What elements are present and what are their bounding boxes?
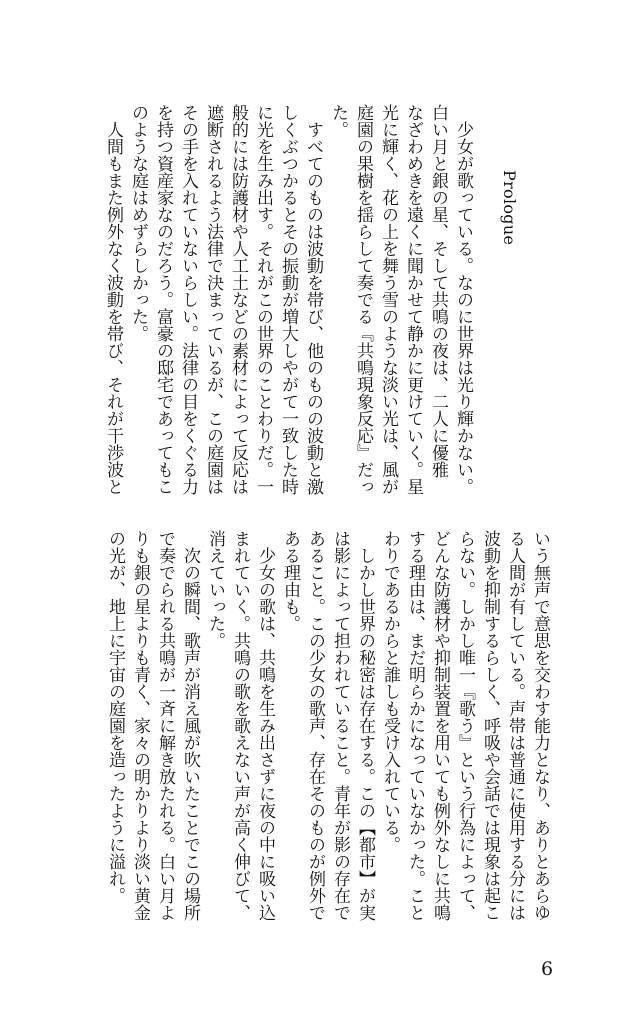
text-line: 般的には防護材や人工土などの素材によって反応は <box>228 104 248 495</box>
text-line: ある理由も。 <box>280 530 300 632</box>
text-line: わりであるからと誰しも受け入れている。 <box>380 530 400 853</box>
top-text-block <box>100 104 475 509</box>
text-line: 消えていった。 <box>205 530 225 649</box>
bottom-text-block <box>102 530 552 940</box>
text-line: 光に輝く、花の上を舞う雪のような淡い光は、風が <box>378 104 398 495</box>
text-line: た。 <box>328 104 348 138</box>
text-line: る人間が有している。声帯は普通に使用する分には <box>505 530 525 921</box>
text-line: を持つ資産家なのだろう。富豪の邸宅であってもこ <box>153 104 173 495</box>
text-line: 少女が歌っている。なのに世界は光り輝かない。 <box>453 104 473 495</box>
text-line: らない。しかし唯一『歌う』という行為によって、 <box>455 530 475 921</box>
text-line: 遮断されるよう法律で決まっているが、この庭園は <box>203 104 223 495</box>
text-line: 少女の歌は、共鳴を生み出さずに夜の中に吸い込 <box>255 530 275 921</box>
text-line: いう無声で意思を交わす能力となり、ありとあらゆ <box>530 530 550 921</box>
text-line: の光が、地上に宇宙の庭園を造ったように溢れ。 <box>105 530 125 904</box>
text-line: あること。この少女の歌声、存在そのものが例外で <box>305 530 325 921</box>
text-line: 波動を抑制するらしく、呼吸や会話では現象は起こ <box>480 530 500 921</box>
text-line: まれていく。共鳴の歌を歌えない声が高く伸びて、 <box>230 530 250 921</box>
page-number: 6 <box>541 958 554 980</box>
text-line: どんな防護材や抑制装置を用いても例外なしに共鳴 <box>430 530 450 921</box>
text-line: で奏でられる共鳴が一斉に解き放たれる。白い月よ <box>155 530 175 921</box>
text-line: すべてのものは波動を帯び、他のものの波動と激 <box>303 104 323 495</box>
text-line: なざわめきを遠くに聞かせて静かに更けていく。星 <box>403 104 423 495</box>
text-line: する理由は、まだ明らかになっていなかった。こと <box>405 530 425 921</box>
text-line: 人間もまた例外なく波動を帯び、それが干渉波と <box>103 104 123 495</box>
chapter-heading: Prologue <box>500 170 519 246</box>
text-line: 白い月と銀の星、そして共鳴の夜は、二人に優雅 <box>428 104 448 478</box>
text-line: 庭園の果樹を揺らして奏でる『共鳴現象反応』だっ <box>353 104 373 495</box>
text-line: りも銀の星よりも青く、家々の明かりより淡い黄金 <box>130 530 150 921</box>
text-line: その手を入れていないらしい。法律の目をくぐる力 <box>178 104 198 495</box>
text-line: 次の瞬間、歌声が消え風が吹いたことでこの場所 <box>180 530 200 921</box>
text-line: に光を生み出す。それがこの世界のことわりだ。一 <box>253 104 273 495</box>
text-line: は影によって担われていること。青年が影の存在で <box>330 530 350 921</box>
text-line: しかし世界の秘密は存在する。この【都市】が実 <box>355 530 375 921</box>
text-line: しくぶつかるとその振動が増大しやがて一致した時 <box>278 104 298 495</box>
text-line: のような庭はめずらしかった。 <box>128 104 148 342</box>
